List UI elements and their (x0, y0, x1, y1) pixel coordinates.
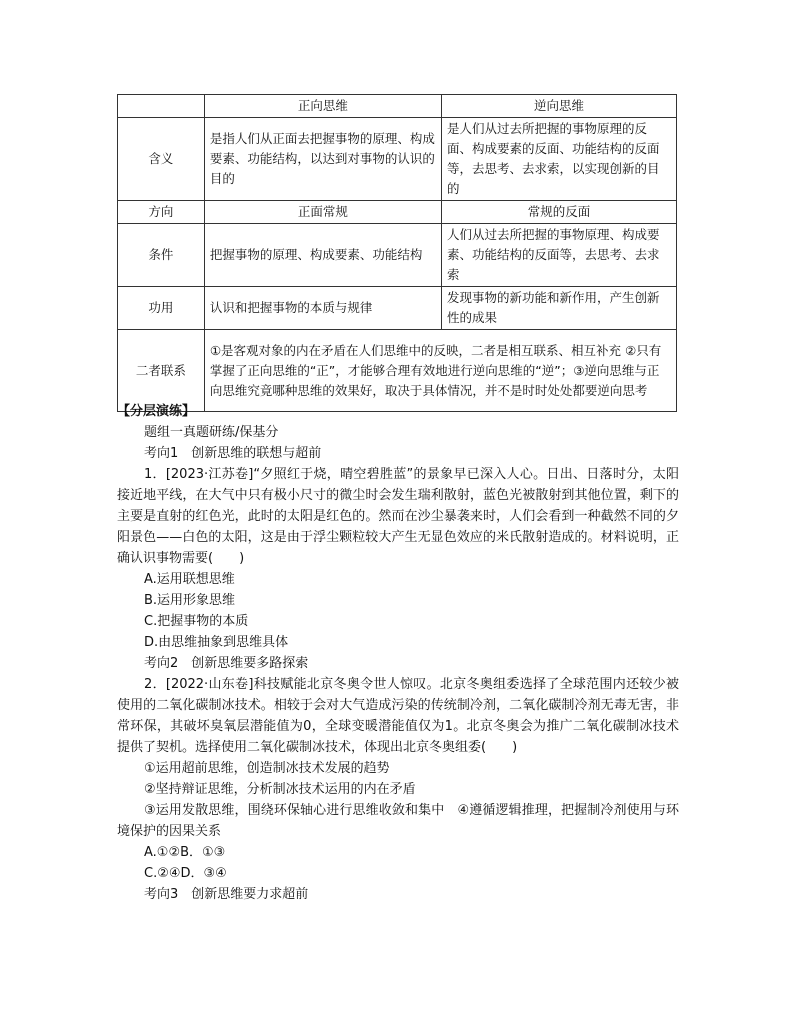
topic-heading: 考向1 创新思维的联想与超前 (144, 446, 322, 461)
question-2-options-ab: A.①②B．①③ (144, 845, 226, 860)
table-row (118, 287, 677, 330)
table-row-relation (118, 330, 677, 412)
question-2-stem: 2．[2022·山东卷]科技赋能北京冬奥令世人惊叹。北京冬奥组委选择了全球范围内还较少被使用的二氧化碳制冰技术。相较于会对大气造成污染的传统制冷剂，二氧化碳制冷剂无毒无害，非常环保，其破坏臭氧层潜能值为0，全球变暖潜能值仅为1。北京冬奥会为推广二氧化碳制冰技术提供了契机。选择使用二氧化碳制冰技术，体现出北京冬奥组委( ) (117, 677, 679, 755)
cell-forward: 把握事物的原理、构成要素、功能结构 (204, 224, 441, 287)
question-1-option-a: A.运用联想思维 (144, 572, 235, 587)
topic-heading: 考向3 创新思维要力求超前 (144, 887, 309, 902)
question-1-option-d: D.由思维抽象到思维具体 (144, 635, 289, 650)
question-2-statement-3-4: ③运用发散思维，围绕环保轴心进行思维收敛和集中 ④遵循逻辑推理，把握制冷剂使用与环境保护的因果关系 (117, 803, 679, 839)
question-1-stem: 1．[2023·江苏卷]“夕照红于烧，晴空碧胜蓝”的景象早已深入人心。日出、日落时分，太阳接近地平线，在大气中只有极小尺寸的微尘时会发生瑞利散射，蓝色光被散射到其他位置，剩下的主要是直射的红色光，此时的太阳是红色的。然而在沙尘暴袭来时，人们会看到一种截然不同的夕阳景色——白色的太阳，这是由于浮尘颗粒较大产生无显色效应的米氏散射造成的。材料说明，正确认识事物需要( ) (117, 467, 679, 566)
header-cell-empty (118, 95, 205, 118)
row-label: 条件 (118, 224, 205, 287)
cell-reverse: 发现事物的新功能和新作用，产生创新性的成果 (441, 287, 676, 330)
cell-reverse: 常规的反面 (441, 201, 676, 224)
table-header-row (118, 95, 677, 118)
question-2-options-cd: C.②④D．③④ (144, 866, 227, 881)
comparison-table (117, 94, 677, 412)
exercise-section (117, 401, 679, 905)
table-row (118, 118, 677, 201)
header-forward-thinking: 正向思维 (204, 95, 441, 118)
cell-forward: 认识和把握事物的本质与规律 (204, 287, 441, 330)
cell-relation: ①是客观对象的内在矛盾在人们思维中的反映，二者是相互联系、相互补充 ②只有掌握了正向思维的“正”，才能够合理有效地进行逆向思维的“逆”；③逆向思维与正向思维究竟哪种思维的效果好，取决于具体情况，并不是时时处处都要逆向思考 (204, 330, 676, 412)
question-2-statement-1: ①运用超前思维，创造制冰技术发展的趋势 (144, 761, 390, 776)
row-label: 含义 (118, 118, 205, 201)
cell-forward: 正面常规 (204, 201, 441, 224)
cell-reverse: 人们从过去所把握的事物原理、构成要素、功能结构的反面等，去思考、去求索 (441, 224, 676, 287)
group-title: 题组一真题研练/保基分 (144, 425, 279, 440)
row-label: 方向 (118, 201, 205, 224)
question-2-statement-2: ②坚持辩证思维，分析制冰技术运用的内在矛盾 (144, 782, 416, 797)
cell-forward: 是指人们从正面去把握事物的原理、构成要素、功能结构，以达到对事物的认识的目的 (204, 118, 441, 201)
row-label: 功用 (118, 287, 205, 330)
table-row (118, 224, 677, 287)
row-label: 二者联系 (118, 330, 205, 412)
question-1-option-c: C.把握事物的本质 (144, 614, 249, 629)
table-row (118, 201, 677, 224)
section-title: 【分层演练】 (117, 404, 196, 419)
topic-heading: 考向2 创新思维要多路探索 (144, 656, 309, 671)
question-1-option-b: B.运用形象思维 (144, 593, 236, 608)
header-reverse-thinking: 逆向思维 (441, 95, 676, 118)
cell-reverse: 是人们从过去所把握的事物原理的反面、构成要素的反面、功能结构的反面等，去思考、去求索，以实现创新的目的 (441, 118, 676, 201)
